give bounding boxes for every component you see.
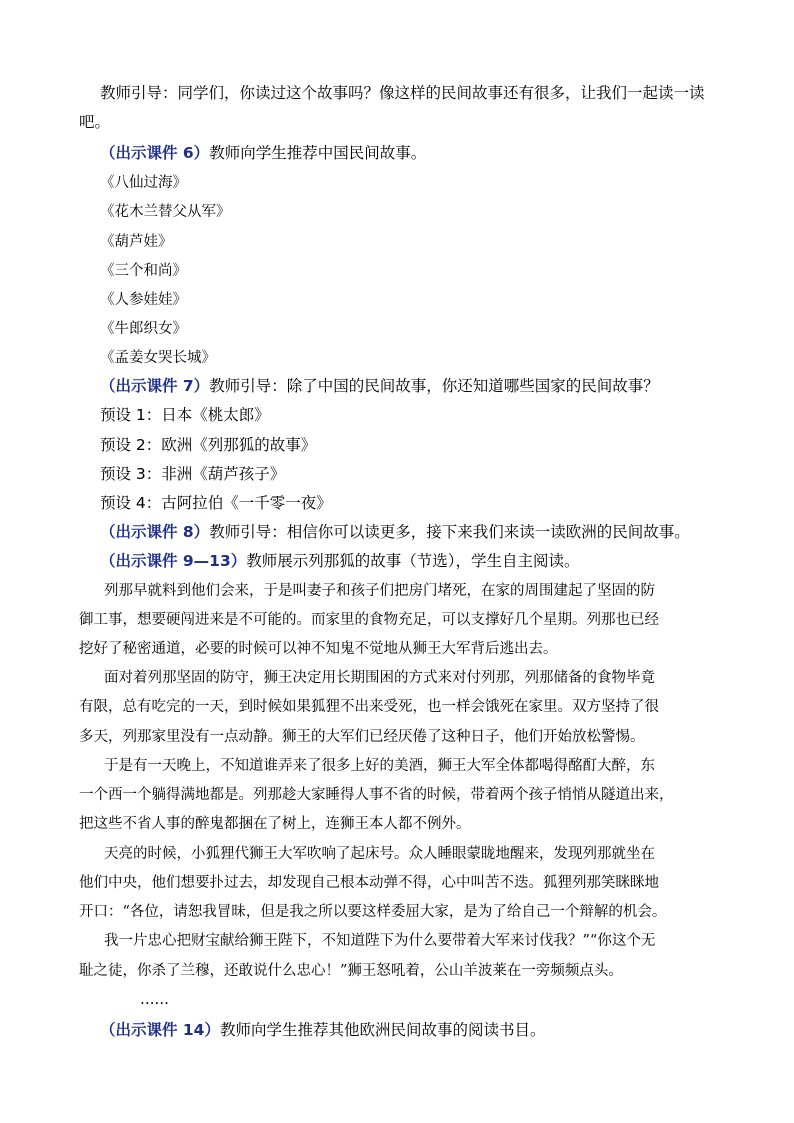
- slide-tag: （出示课件 7）: [100, 377, 210, 395]
- paragraph-intro-line-2: 吧。: [79, 113, 111, 131]
- paragraph-text: 教师引导：相信你可以读更多，接下来我们来读一读欧洲的民间故事。: [209, 523, 690, 541]
- book-title: 《牛郎织女》: [100, 321, 187, 337]
- paragraph-text: 教师展示列那狐的故事（节选），学生自主阅读。: [246, 552, 580, 570]
- paragraph-slide-14: [100, 1019, 545, 1041]
- paragraph-slide-9-13: [100, 550, 580, 572]
- story-line: 一个西一个躺得满地都是。列那趁大家睡得人事不省的时候，带着两个孩子悄悄从隧道出来，: [79, 787, 674, 803]
- story-line: 于是有一天晚上，不知道谁弄来了很多上好的美酒，狮王大军全体都喝得酩酊大醉，东: [104, 758, 655, 774]
- slide-tag: （出示课件 9—13）: [100, 552, 247, 570]
- story-line: 多天，列那家里没有一点动静。狮王的大军们已经厌倦了这种日子，他们开始放松警惕。: [79, 729, 645, 745]
- paragraph-text: 教师向学生推荐中国民间故事。: [209, 144, 427, 162]
- slide-tag: （出示课件 8）: [100, 523, 210, 541]
- book-title: 《花木兰替父从军》: [100, 204, 231, 220]
- paragraph-intro-line-1: 教师引导：同学们，你读过这个故事吗？像这样的民间故事还有很多，让我们一起读一读: [100, 84, 705, 102]
- preset-item: 预设 4：古阿拉伯《一千零一夜》: [100, 494, 332, 512]
- story-ellipsis: ……: [140, 992, 169, 1008]
- book-title: 《孟姜女哭长城》: [100, 350, 216, 366]
- preset-item: 预设 1：日本《桃太郎》: [100, 406, 270, 424]
- slide-tag: （出示课件 14）: [100, 1021, 220, 1039]
- story-line: 列那早就料到他们会来，于是叫妻子和孩子们把房门堵死，在家的周围建起了坚固的防: [104, 583, 655, 599]
- paragraph-slide-7: [100, 375, 659, 397]
- book-title: 《三个和尚》: [100, 263, 187, 279]
- story-line: 耻之徒，你杀了兰穆，还敢说什么忠心！”狮王怒吼着，公山羊波莱在一旁频频点头。: [79, 963, 623, 979]
- story-line: 我一片忠心把财宝献给狮王陛下，不知道陛下为什么要带着大军来讨伐我？”“你这个无: [104, 933, 656, 949]
- story-line: 挖好了秘密通道，必要的时候可以神不知鬼不觉地从狮王大军背后逃出去。: [79, 641, 558, 657]
- paragraph-text: 教师向学生推荐其他欧洲民间故事的阅读书目。: [219, 1021, 546, 1039]
- book-title: 《人参娃娃》: [100, 292, 187, 308]
- slide-tag: （出示课件 6）: [100, 144, 210, 162]
- book-title: 《八仙过海》: [100, 175, 187, 191]
- story-line: 他们中央，他们想要扑过去，却发现自己根本动弹不得，心中叫苦不迭。狐狸列那笑眯眯地: [79, 875, 659, 891]
- story-line: 面对着列那坚固的防守，狮王决定用长期围困的方式来对付列那，列那储备的食物毕竟: [104, 670, 655, 686]
- preset-item: 预设 3：非洲《葫芦孩子》: [100, 465, 286, 483]
- paragraph-slide-8: [100, 521, 690, 543]
- story-line: 御工事，想要硬闯进来是不可能的。而家里的食物充足，可以支撑好几个星期。列那也已经: [79, 612, 659, 628]
- paragraph-slide-6: [100, 142, 426, 164]
- book-title: 《葫芦娃》: [100, 234, 173, 250]
- story-line: 天亮的时候，小狐狸代狮王大军吹响了起床号。众人睡眼蒙眬地醒来，发现列那就坐在: [104, 846, 655, 862]
- paragraph-text: 教师引导：除了中国的民间故事，你还知道哪些国家的民间故事？: [209, 377, 659, 395]
- story-line: 把这些不省人事的醉鬼都捆在了树上，连狮王本人都不例外。: [79, 816, 471, 832]
- story-line: 开口：“各位，请恕我冒昧，但是我之所以要这样委屈大家，是为了给自己一个辩解的机会。: [79, 904, 667, 920]
- story-line: 有限，总有吃完的一天，到时候如果狐狸不出来受死，也一样会饿死在家里。双方坚持了很: [79, 699, 659, 715]
- preset-item: 预设 2：欧洲《列那狐的故事》: [100, 436, 317, 454]
